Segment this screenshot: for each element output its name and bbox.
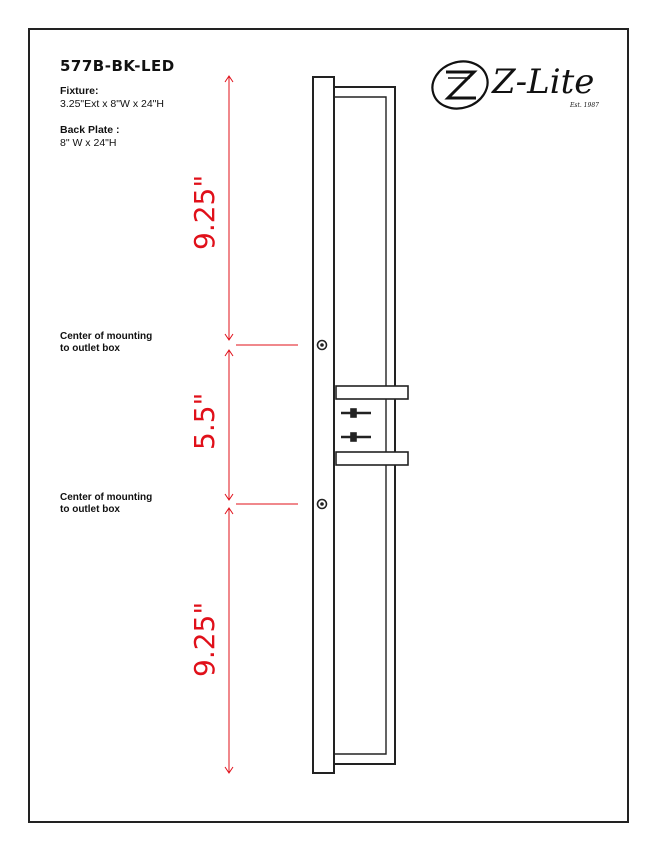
dimension-middle-label: 5.5" bbox=[188, 392, 221, 450]
mount-hole-upper-center bbox=[320, 343, 324, 347]
mounting-holes bbox=[318, 341, 327, 509]
fixture-inner-frame bbox=[334, 97, 386, 754]
dimension-line bbox=[225, 76, 298, 773]
backplate-outline bbox=[313, 77, 334, 773]
bracket-lower-arm bbox=[336, 452, 408, 465]
mounting-bracket bbox=[336, 386, 408, 465]
model-number: 577B-BK-LED bbox=[60, 57, 175, 75]
backplate bbox=[313, 77, 395, 773]
bracket-upper-arm bbox=[336, 386, 408, 399]
mount-note-lower-line2: to outlet box bbox=[60, 504, 120, 515]
bracket-screw-upper bbox=[351, 409, 356, 417]
backplate-dimensions: 8" W x 24"H bbox=[60, 137, 117, 149]
logo-wordmark: Z-Lite bbox=[492, 62, 595, 102]
mount-note-upper-line1: Center of mounting bbox=[60, 331, 153, 342]
fixture-label: Fixture: bbox=[60, 85, 99, 97]
backplate-label: Back Plate : bbox=[60, 124, 120, 136]
fixture-dimensions: 3.25"Ext x 8"W x 24"H bbox=[60, 98, 164, 110]
mount-note-lower-line1: Center of mounting bbox=[60, 492, 153, 503]
mount-hole-lower-center bbox=[320, 502, 324, 506]
mount-note-upper-line2: to outlet box bbox=[60, 343, 120, 354]
dimension-bottom-label: 9.25" bbox=[188, 601, 221, 677]
dimension-top-label: 9.25" bbox=[188, 174, 221, 250]
bracket-screw-lower bbox=[351, 433, 356, 441]
logo-established: Est. 1987 bbox=[570, 102, 599, 109]
